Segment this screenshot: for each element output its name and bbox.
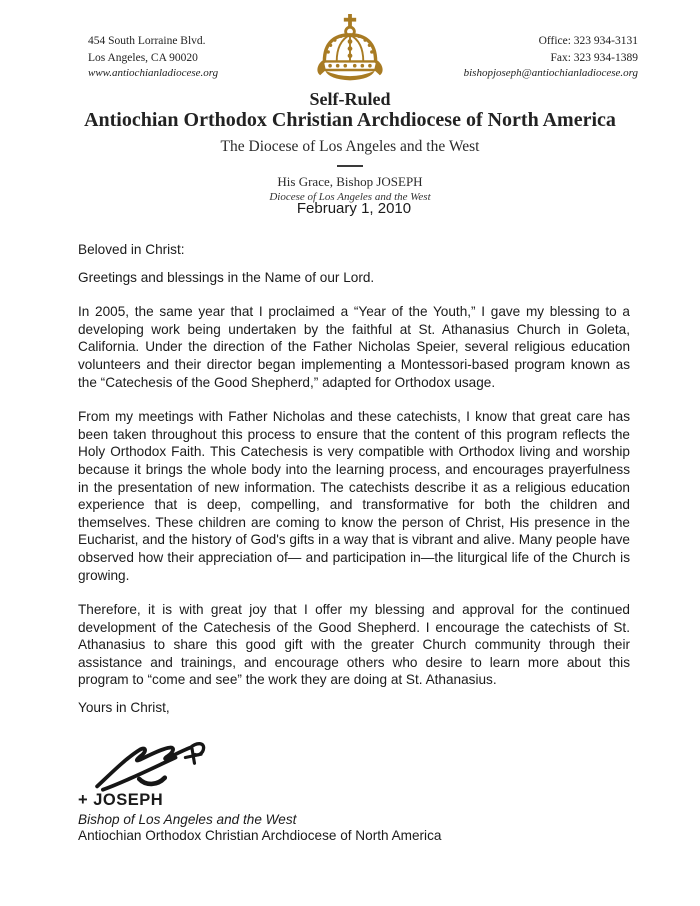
letterhead-address-block bbox=[88, 33, 218, 82]
title-diocese: The Diocese of Los Angeles and the West bbox=[220, 137, 480, 155]
office-phone: Office: 323 934-3131 bbox=[538, 35, 638, 47]
signature-scrawl-icon bbox=[80, 727, 238, 793]
letterhead-titles bbox=[0, 90, 700, 203]
letter-date: February 1, 2010 bbox=[296, 200, 412, 217]
paragraph-1: In 2005, the same year that I proclaimed a “Year of the Youth,” I gave my blessing to a developing work being undertaken by the faithful at St. Athanasius Church in Goleta, California. Under the direction of the Father Nicholas Speier, several religious education volunteers and their director began implementing a Montessori-based program known as the “Catechesis of the Good Shepherd,” adapted for Orthodox usage. bbox=[78, 304, 630, 390]
bishop-title-line: Diocese of Los Angeles and the West bbox=[269, 190, 431, 203]
paragraph-2: From my meetings with Father Nicholas and these catechists, I know that great care has been taken throughout this process to ensure that the content of this program reflects the Holy Orthodox Faith. This Catechesis is very compatible with Orthodox living and worship because it brings the whole body into the learning process, and encourages prayerfulness in the presentation of new information. The catechists describe it as a religious education experience that is deep, compelling, and transformative for both the children and themselves. These children are coming to know the person of Christ, His presence in the Eucharist, and the history of God's gifts in a way that is vibrant and alive. Many people have observed how their appreciation of— and participation in—the liturgical life of the Church is growing. bbox=[78, 409, 630, 583]
signature-name: + JOSEPH bbox=[78, 790, 164, 809]
crown-logo bbox=[312, 14, 388, 88]
paragraph-3: Therefore, it is with great joy that I offer my blessing and approval for the continued development of the Catechesis of the Good Shepherd. I encourage the catechists of St. Athanasius to share this good gift with the greater Church community through their assistance and trainings, and encourage others who desire to learn more about this program to “come and see” the work they are doing at St. Athanasius. bbox=[78, 602, 630, 688]
title-archdiocese: Antiochian Orthodox Christian Archdiocese of North America bbox=[84, 108, 616, 131]
email-address: bishopjoseph@antiochianladiocese.org bbox=[463, 67, 638, 80]
address-street: 454 South Lorraine Blvd. bbox=[88, 35, 206, 47]
signature-org: Antiochian Orthodox Christian Archdiocese of North America bbox=[78, 827, 442, 843]
title-self-ruled: Self-Ruled bbox=[309, 89, 391, 109]
address-city: Los Angeles, CA 90020 bbox=[88, 51, 198, 64]
fax-number: Fax: 323 934-1389 bbox=[550, 51, 638, 64]
salutation: Beloved in Christ: bbox=[78, 242, 185, 257]
letterhead bbox=[0, 0, 700, 203]
signature-image bbox=[80, 727, 238, 793]
crown-icon bbox=[312, 14, 388, 88]
letterhead-contact-block bbox=[464, 33, 638, 82]
letter-body bbox=[78, 200, 630, 843]
closing-line: Yours in Christ, bbox=[78, 700, 170, 716]
bishop-name-line: His Grace, Bishop JOSEPH bbox=[277, 173, 423, 189]
signature-title: Bishop of Los Angeles and the West bbox=[78, 811, 297, 827]
website-url: www.antiochianladiocese.org bbox=[88, 67, 219, 80]
divider-rule bbox=[337, 165, 363, 167]
greeting-line: Greetings and blessings in the Name of our Lord. bbox=[78, 269, 375, 285]
